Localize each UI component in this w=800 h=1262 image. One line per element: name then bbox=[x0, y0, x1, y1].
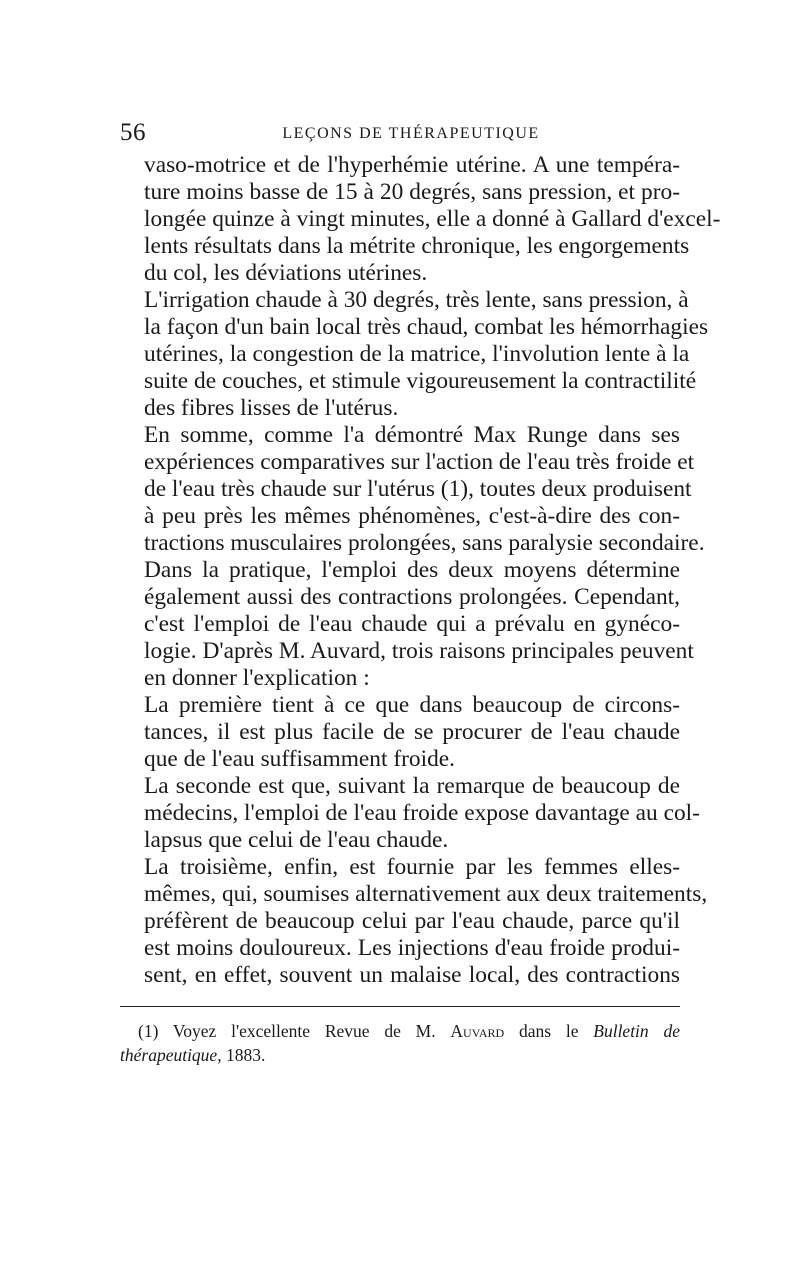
text-line: des fibres lisses de l'utérus. bbox=[144, 395, 399, 421]
text-line: sent, en effet, souvent un malaise local, des contractions bbox=[144, 962, 680, 988]
footnote-journal: Bulletin de bbox=[593, 1021, 680, 1041]
text-line: la façon d'un bain local très chaud, combat les hémorrhagies bbox=[144, 314, 709, 340]
footnote-text: (1) Voyez l'excellente Revue de M. bbox=[138, 1021, 451, 1041]
text-line: préfèrent de beaucoup celui par l'eau chaude, parce qu'il bbox=[144, 908, 680, 934]
text-line: La seconde est que, suivant la remarque de beaucoup de bbox=[144, 773, 680, 799]
text-line: de l'eau très chaude sur l'utérus (1), toutes deux produisent bbox=[144, 476, 692, 502]
text-line: La troisième, enfin, est fournie par les femmes elles- bbox=[144, 854, 680, 880]
text-line: En somme, comme l'a démontré Max Runge dans ses bbox=[144, 422, 680, 448]
paragraph bbox=[120, 422, 705, 692]
text-line: à peu près les mêmes phénomènes, c'est-à-dire des con- bbox=[144, 503, 680, 529]
text-line: longée quinze à vingt minutes, elle a donné à Gallard d'excel- bbox=[144, 206, 721, 232]
text-line: du col, les déviations utérines. bbox=[144, 260, 428, 286]
paragraph bbox=[120, 287, 709, 422]
text-line: également aussi des contractions prolongées. Cependant, bbox=[144, 584, 680, 610]
page-number: 56 bbox=[120, 119, 146, 146]
footnote-journal: thérapeutique bbox=[120, 1045, 218, 1065]
text-line: vaso-motrice et de l'hyperhémie utérine. A une tempéra- bbox=[144, 152, 680, 178]
paragraph bbox=[120, 692, 680, 773]
text-line: lents résultats dans la métrite chronique, les engorgements bbox=[144, 233, 690, 259]
text-line: c'est l'emploi de l'eau chaude qui a prévalu en gynéco- bbox=[144, 611, 680, 637]
footnote-line bbox=[120, 1019, 680, 1043]
body-text bbox=[120, 152, 721, 989]
text-line: expériences comparatives sur l'action de l'eau très froide et bbox=[144, 449, 695, 475]
text-line: ture moins basse de 15 à 20 degrés, sans pression, et pro- bbox=[144, 179, 680, 205]
text-line: lapsus que celui de l'eau chaude. bbox=[144, 827, 449, 853]
text-line: en donner l'explication : bbox=[144, 665, 370, 691]
text-line: est moins douloureux. Les injections d'eau froide produi- bbox=[144, 935, 680, 961]
text-line: que de l'eau suffisamment froide. bbox=[144, 746, 456, 772]
text-line: tances, il est plus facile de se procurer de l'eau chaude bbox=[144, 719, 680, 745]
footnote-text: , 1883. bbox=[217, 1045, 266, 1065]
text-line: utérines, la congestion de la matrice, l'involution lente à la bbox=[144, 341, 690, 367]
text-line: logie. D'après M. Auvard, trois raisons principales peuvent bbox=[144, 638, 694, 664]
text-line: Dans la pratique, l'emploi des deux moyens détermine bbox=[144, 557, 680, 583]
text-line: médecins, l'emploi de l'eau froide expose davantage au col- bbox=[144, 800, 700, 826]
paragraph bbox=[120, 854, 708, 989]
text-line: mêmes, qui, soumises alternativement aux deux traitements, bbox=[144, 881, 708, 907]
paragraph bbox=[120, 152, 721, 287]
text-line: La première tient à ce que dans beaucoup de circons- bbox=[144, 692, 680, 718]
footnote-text: dans le bbox=[504, 1021, 594, 1041]
footnote-line bbox=[120, 1043, 680, 1067]
footnote-author: Auvard bbox=[450, 1021, 505, 1041]
running-title: LEÇONS DE THÉRAPEUTIQUE bbox=[282, 125, 540, 142]
page-header bbox=[120, 118, 680, 148]
text-line: tractions musculaires prolongées, sans paralysie secondaire. bbox=[144, 530, 705, 556]
text-line: L'irrigation chaude à 30 degrés, très lente, sans pression, à bbox=[144, 287, 689, 313]
paragraph bbox=[120, 773, 700, 854]
footnote bbox=[120, 1019, 680, 1067]
footnote-separator bbox=[120, 1006, 680, 1007]
text-line: suite de couches, et stimule vigoureusement la contractilité bbox=[144, 368, 697, 394]
